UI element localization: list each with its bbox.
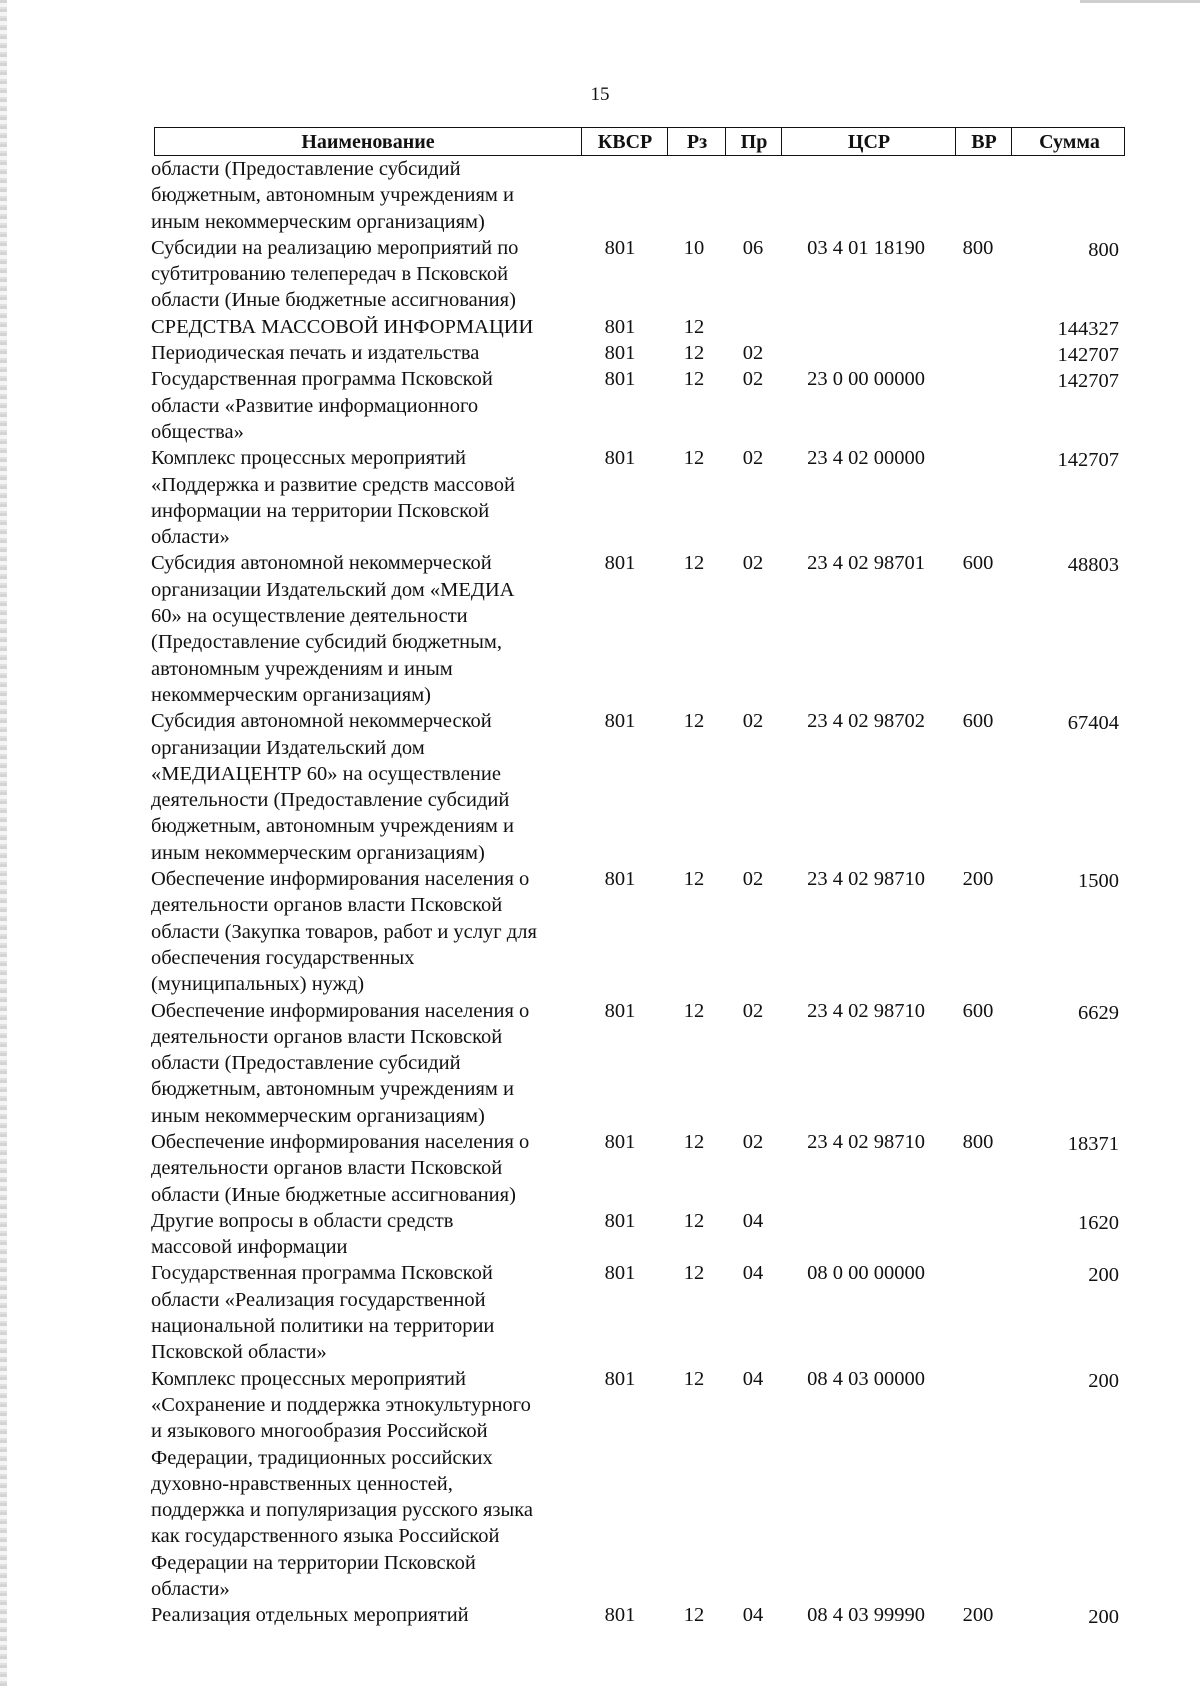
- cell-name: Субсидии на реализацию мероприятий по субтитрованию телепередач в Псковской области (Иные бюджетные ассигнования): [151, 236, 519, 312]
- cell-kvsr: 801: [604, 342, 636, 365]
- table-row: [0, 998, 1200, 1129]
- cell-rz: 12: [683, 1262, 705, 1285]
- cell-csr: 23 0 00 00000: [807, 368, 925, 391]
- cell-name: Комплекс процессных мероприятий «Поддержка и развитие средств массовой информации на территории Псковской области»: [151, 447, 515, 549]
- cell-pr: 02: [742, 447, 764, 470]
- table-row: [0, 156, 1200, 235]
- cell-pr: 06: [742, 236, 764, 259]
- cell-sum: 144327: [1057, 317, 1119, 340]
- cell-pr: 04: [742, 1209, 764, 1232]
- cell-pr: 04: [742, 1367, 764, 1390]
- cell-rz: 12: [683, 552, 705, 575]
- cell-vr: 600: [962, 999, 994, 1022]
- cell-sum: 142707: [1057, 344, 1119, 367]
- cell-pr: 02: [742, 999, 764, 1022]
- cell-sum: 18371: [1067, 1132, 1119, 1155]
- cell-name: области (Предоставление субсидий бюджетным, автономным учреждениям и иным некоммерческим организациям): [151, 158, 514, 233]
- cell-rz: 10: [683, 236, 705, 259]
- cell-kvsr: 801: [604, 236, 636, 259]
- page-number: 15: [590, 84, 610, 105]
- cell-sum: 1620: [1078, 1211, 1119, 1234]
- table-row: [0, 708, 1200, 866]
- table-row: [0, 866, 1200, 997]
- cell-name: Обеспечение информирования населения о деятельности органов власти Псковской области (Иные бюджетные ассигнования): [151, 1130, 530, 1206]
- cell-sum: 200: [1088, 1606, 1119, 1629]
- cell-sum: 48803: [1067, 554, 1119, 577]
- cell-csr: 08 4 03 99990: [807, 1604, 925, 1627]
- cell-vr: 200: [962, 1604, 994, 1627]
- cell-rz: 12: [683, 315, 705, 338]
- cell-vr: 800: [962, 236, 994, 259]
- cell-sum: 142707: [1057, 370, 1119, 393]
- cell-sum: 67404: [1067, 712, 1119, 735]
- cell-sum: 200: [1088, 1264, 1119, 1287]
- table-row: [0, 235, 1200, 314]
- cell-sum: 1500: [1078, 870, 1119, 893]
- cell-pr: 04: [742, 1262, 764, 1285]
- table-row: [0, 314, 1200, 340]
- cell-name: Государственная программа Псковской области «Реализация государственной национальной политики на территории Псковской области»: [151, 1262, 495, 1364]
- cell-name: Государственная программа Псковской области «Развитие информационного общества»: [151, 368, 493, 443]
- table-row: [0, 340, 1200, 366]
- header-vr: ВР: [955, 128, 1012, 155]
- cell-rz: 12: [683, 710, 705, 733]
- cell-kvsr: 801: [604, 1130, 636, 1153]
- cell-name: Субсидия автономной некоммерческой организации Издательский дом «МЕДИАЦЕНТР 60» на осуществление деятельности (Предоставление субсидий бюджетным, автономным учреждениям и иным некоммерческим организациям): [151, 710, 514, 864]
- cell-rz: 12: [683, 868, 705, 891]
- cell-csr: 23 4 02 98710: [807, 868, 925, 891]
- cell-kvsr: 801: [604, 1604, 636, 1627]
- cell-pr: 02: [742, 368, 764, 391]
- cell-vr: 200: [962, 868, 994, 891]
- table-row: [0, 366, 1200, 445]
- cell-rz: 12: [683, 1130, 705, 1153]
- cell-kvsr: 801: [604, 868, 636, 891]
- cell-name: Комплекс процессных мероприятий «Сохранение и поддержка этнокультурного и языкового многообразия Российской Федерации, традиционных российских духовно-нравственных ценностей, поддержка и популяризация русского языка как государственного языка Российской Федерации на территории Псковской области»: [151, 1367, 534, 1601]
- cell-sum: 200: [1088, 1369, 1119, 1392]
- cell-pr: 02: [742, 710, 764, 733]
- cell-kvsr: 801: [604, 447, 636, 470]
- cell-csr: 23 4 02 98710: [807, 1130, 925, 1153]
- cell-rz: 12: [683, 368, 705, 391]
- cell-vr: 800: [962, 1130, 994, 1153]
- cell-csr: 08 4 03 00000: [807, 1367, 925, 1390]
- cell-name: Другие вопросы в области средств массовой информации: [151, 1209, 454, 1259]
- table-header: [154, 127, 1125, 156]
- cell-name: Обеспечение информирования населения о деятельности органов власти Псковской области (Предоставление субсидий бюджетным, автономным учреждениям и иным некоммерческим организациям): [151, 999, 530, 1127]
- cell-rz: 12: [683, 999, 705, 1022]
- cell-name: Обеспечение информирования населения о деятельности органов власти Псковской области (Закупка товаров, работ и услуг для обеспечения государственных (муниципальных) нужд): [151, 868, 537, 996]
- cell-csr: 23 4 02 98710: [807, 999, 925, 1022]
- cell-rz: 12: [683, 342, 705, 365]
- cell-csr: 08 0 00 00000: [807, 1262, 925, 1285]
- cell-csr: 23 4 02 00000: [807, 447, 925, 470]
- cell-vr: 600: [962, 710, 994, 733]
- header-csr: ЦСР: [781, 128, 956, 155]
- cell-pr: 02: [742, 868, 764, 891]
- cell-name: Реализация отдельных мероприятий: [151, 1604, 469, 1627]
- cell-vr: 600: [962, 552, 994, 575]
- table-row: [0, 550, 1200, 708]
- header-rz: Рз: [667, 128, 726, 155]
- table-row: [0, 1260, 1200, 1365]
- cell-csr: 23 4 02 98702: [807, 710, 925, 733]
- table-row: [0, 1366, 1200, 1603]
- cell-rz: 12: [683, 1604, 705, 1627]
- cell-csr: 23 4 02 98701: [807, 552, 925, 575]
- cell-name: Субсидия автономной некоммерческой организации Издательский дом «МЕДИА 60» на осуществление деятельности (Предоставление субсидий бюджетным, автономным учреждениям и иным некоммерческим организациям): [151, 552, 515, 706]
- cell-name: СРЕДСТВА МАССОВОЙ ИНФОРМАЦИИ: [151, 315, 534, 338]
- header-kvsr: КВСР: [581, 128, 668, 155]
- cell-kvsr: 801: [604, 315, 636, 338]
- cell-kvsr: 801: [604, 552, 636, 575]
- table-row: [0, 1208, 1200, 1261]
- cell-kvsr: 801: [604, 1209, 636, 1232]
- cell-pr: 02: [742, 1130, 764, 1153]
- cell-sum: 800: [1088, 238, 1119, 261]
- table-row: [0, 1602, 1200, 1628]
- header-name: Наименование: [301, 131, 435, 153]
- table-body: [0, 156, 1200, 1629]
- cell-sum: 6629: [1078, 1001, 1119, 1024]
- cell-csr: 03 4 01 18190: [807, 236, 925, 259]
- cell-pr: 04: [742, 1604, 764, 1627]
- cell-kvsr: 801: [604, 710, 636, 733]
- scan-edge-top: [1080, 0, 1200, 3]
- cell-kvsr: 801: [604, 1367, 636, 1390]
- cell-rz: 12: [683, 1367, 705, 1390]
- cell-name: Периодическая печать и издательства: [151, 342, 480, 365]
- cell-pr: 02: [742, 552, 764, 575]
- table-row: [0, 445, 1200, 550]
- cell-kvsr: 801: [604, 1262, 636, 1285]
- header-pr: Пр: [725, 128, 782, 155]
- header-sum: Сумма: [1011, 128, 1127, 155]
- cell-kvsr: 801: [604, 999, 636, 1022]
- cell-sum: 142707: [1057, 449, 1119, 472]
- cell-rz: 12: [683, 447, 705, 470]
- cell-pr: 02: [742, 342, 764, 365]
- table-row: [0, 1129, 1200, 1208]
- cell-kvsr: 801: [604, 368, 636, 391]
- cell-rz: 12: [683, 1209, 705, 1232]
